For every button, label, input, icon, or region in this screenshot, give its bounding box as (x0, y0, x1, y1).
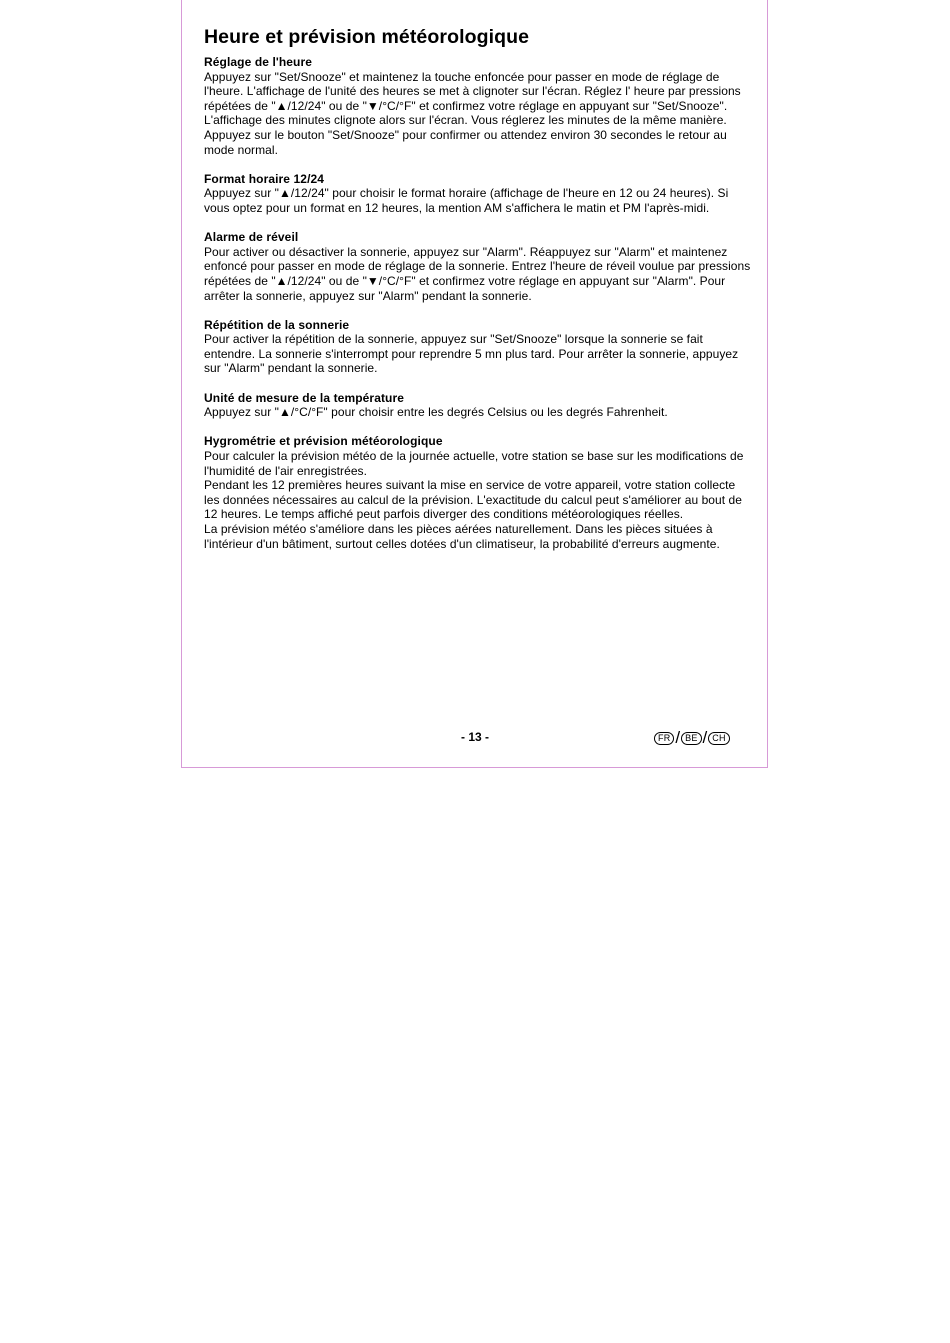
section-format-horaire (204, 172, 752, 216)
section-paragraph: Appuyez sur "Set/Snooze" et maintenez la touche enfoncée pour passer en mode de réglage de l'heure. L'affichage de l'unité des heures se met à clignoter sur l'écran. Réglez l' heure par pressions répétées de "▲/12/24" ou de "▼/°C/°F" et confirmez votre réglage en appuyant sur "Set/Snooze". L'affichage des minutes clignote alors sur l'écran. Vous réglerez les minutes de la même manière. Appuyez sur le bouton "Set/Snooze" pour confirmer ou attendez environ 30 secondes le retour au mode normal. (204, 69, 741, 157)
section-paragraph: Pour calculer la prévision météo de la journée actuelle, votre station se base sur les modifications de l'humidité de l'air enregistrées. (204, 449, 744, 478)
section-paragraph: Pour activer ou désactiver la sonnerie, appuyez sur "Alarm". Réappuyez sur "Alarm" et maintenez enfoncé pour passer en mode de réglage de la sonnerie. Entrez l'heure de réveil voulue par pressions répétées de "▲/12/24" ou de "▼/°C/°F" et confirmez votre réglage en appuyant sur "Alarm". Pour arrêter la sonnerie, appuyez sur "Alarm" pendant la sonnerie. (204, 244, 751, 303)
country-badges (654, 728, 730, 747)
document-body (204, 26, 752, 566)
section-paragraph: Pendant les 12 premières heures suivant la mise en service de votre appareil, votre station collecte les données nécessaires au calcul de la prévision. L'exactitude du calcul peut s'améliorer au bout de 12 heures. Le temps affiché peut parfois diverger des conditions météorologiques réelles. (204, 478, 742, 522)
section-repetition-sonnerie (204, 318, 752, 376)
section-heading: Alarme de réveil (204, 230, 299, 245)
section-heading: Hygrométrie et prévision météorologique (204, 434, 443, 449)
country-badge-be: BE (681, 732, 701, 745)
section-paragraph: Appuyez sur "▲/°C/°F" pour choisir entre les degrés Celsius ou les degrés Fahrenheit. (204, 405, 668, 420)
page-number: - 13 - (460, 730, 489, 744)
country-badge-fr: FR (654, 732, 674, 745)
section-reglage-heure (204, 55, 752, 157)
section-heading: Format horaire 12/24 (204, 171, 325, 186)
section-hygrometrie (204, 434, 752, 551)
badge-separator: / (702, 728, 708, 747)
section-heading: Unité de mesure de la température (204, 390, 405, 405)
section-paragraph: La prévision météo s'améliore dans les pièces aérées naturellement. Dans les pièces situées à l'intérieur d'un bâtiment, surtout celles dotées d'un climatiseur, la probabilité d'erreurs augmente. (204, 522, 720, 551)
page-title: Heure et prévision météorologique (204, 26, 530, 48)
section-paragraph: Pour activer la répétition de la sonnerie, appuyez sur "Set/Snooze" lorsque la sonnerie se fait entendre. La sonnerie s'interrompt pour reprendre 5 mn plus tard. Pour arrêter la sonnerie, appuyez sur "Alarm" pendant la sonnerie. (204, 332, 739, 376)
section-alarme-reveil (204, 230, 752, 303)
country-badge-ch: CH (708, 732, 729, 745)
badge-separator: / (675, 728, 681, 747)
section-unite-temperature (204, 391, 752, 420)
section-heading: Répétition de la sonnerie (204, 317, 350, 332)
section-heading: Réglage de l'heure (204, 55, 313, 69)
section-paragraph: Appuyez sur "▲/12/24" pour choisir le format horaire (affichage de l'heure en 12 ou 24 heures). Si vous optez pour un format en 12 heures, la mention AM s'affichera le matin et PM l'après-midi. (204, 186, 729, 215)
